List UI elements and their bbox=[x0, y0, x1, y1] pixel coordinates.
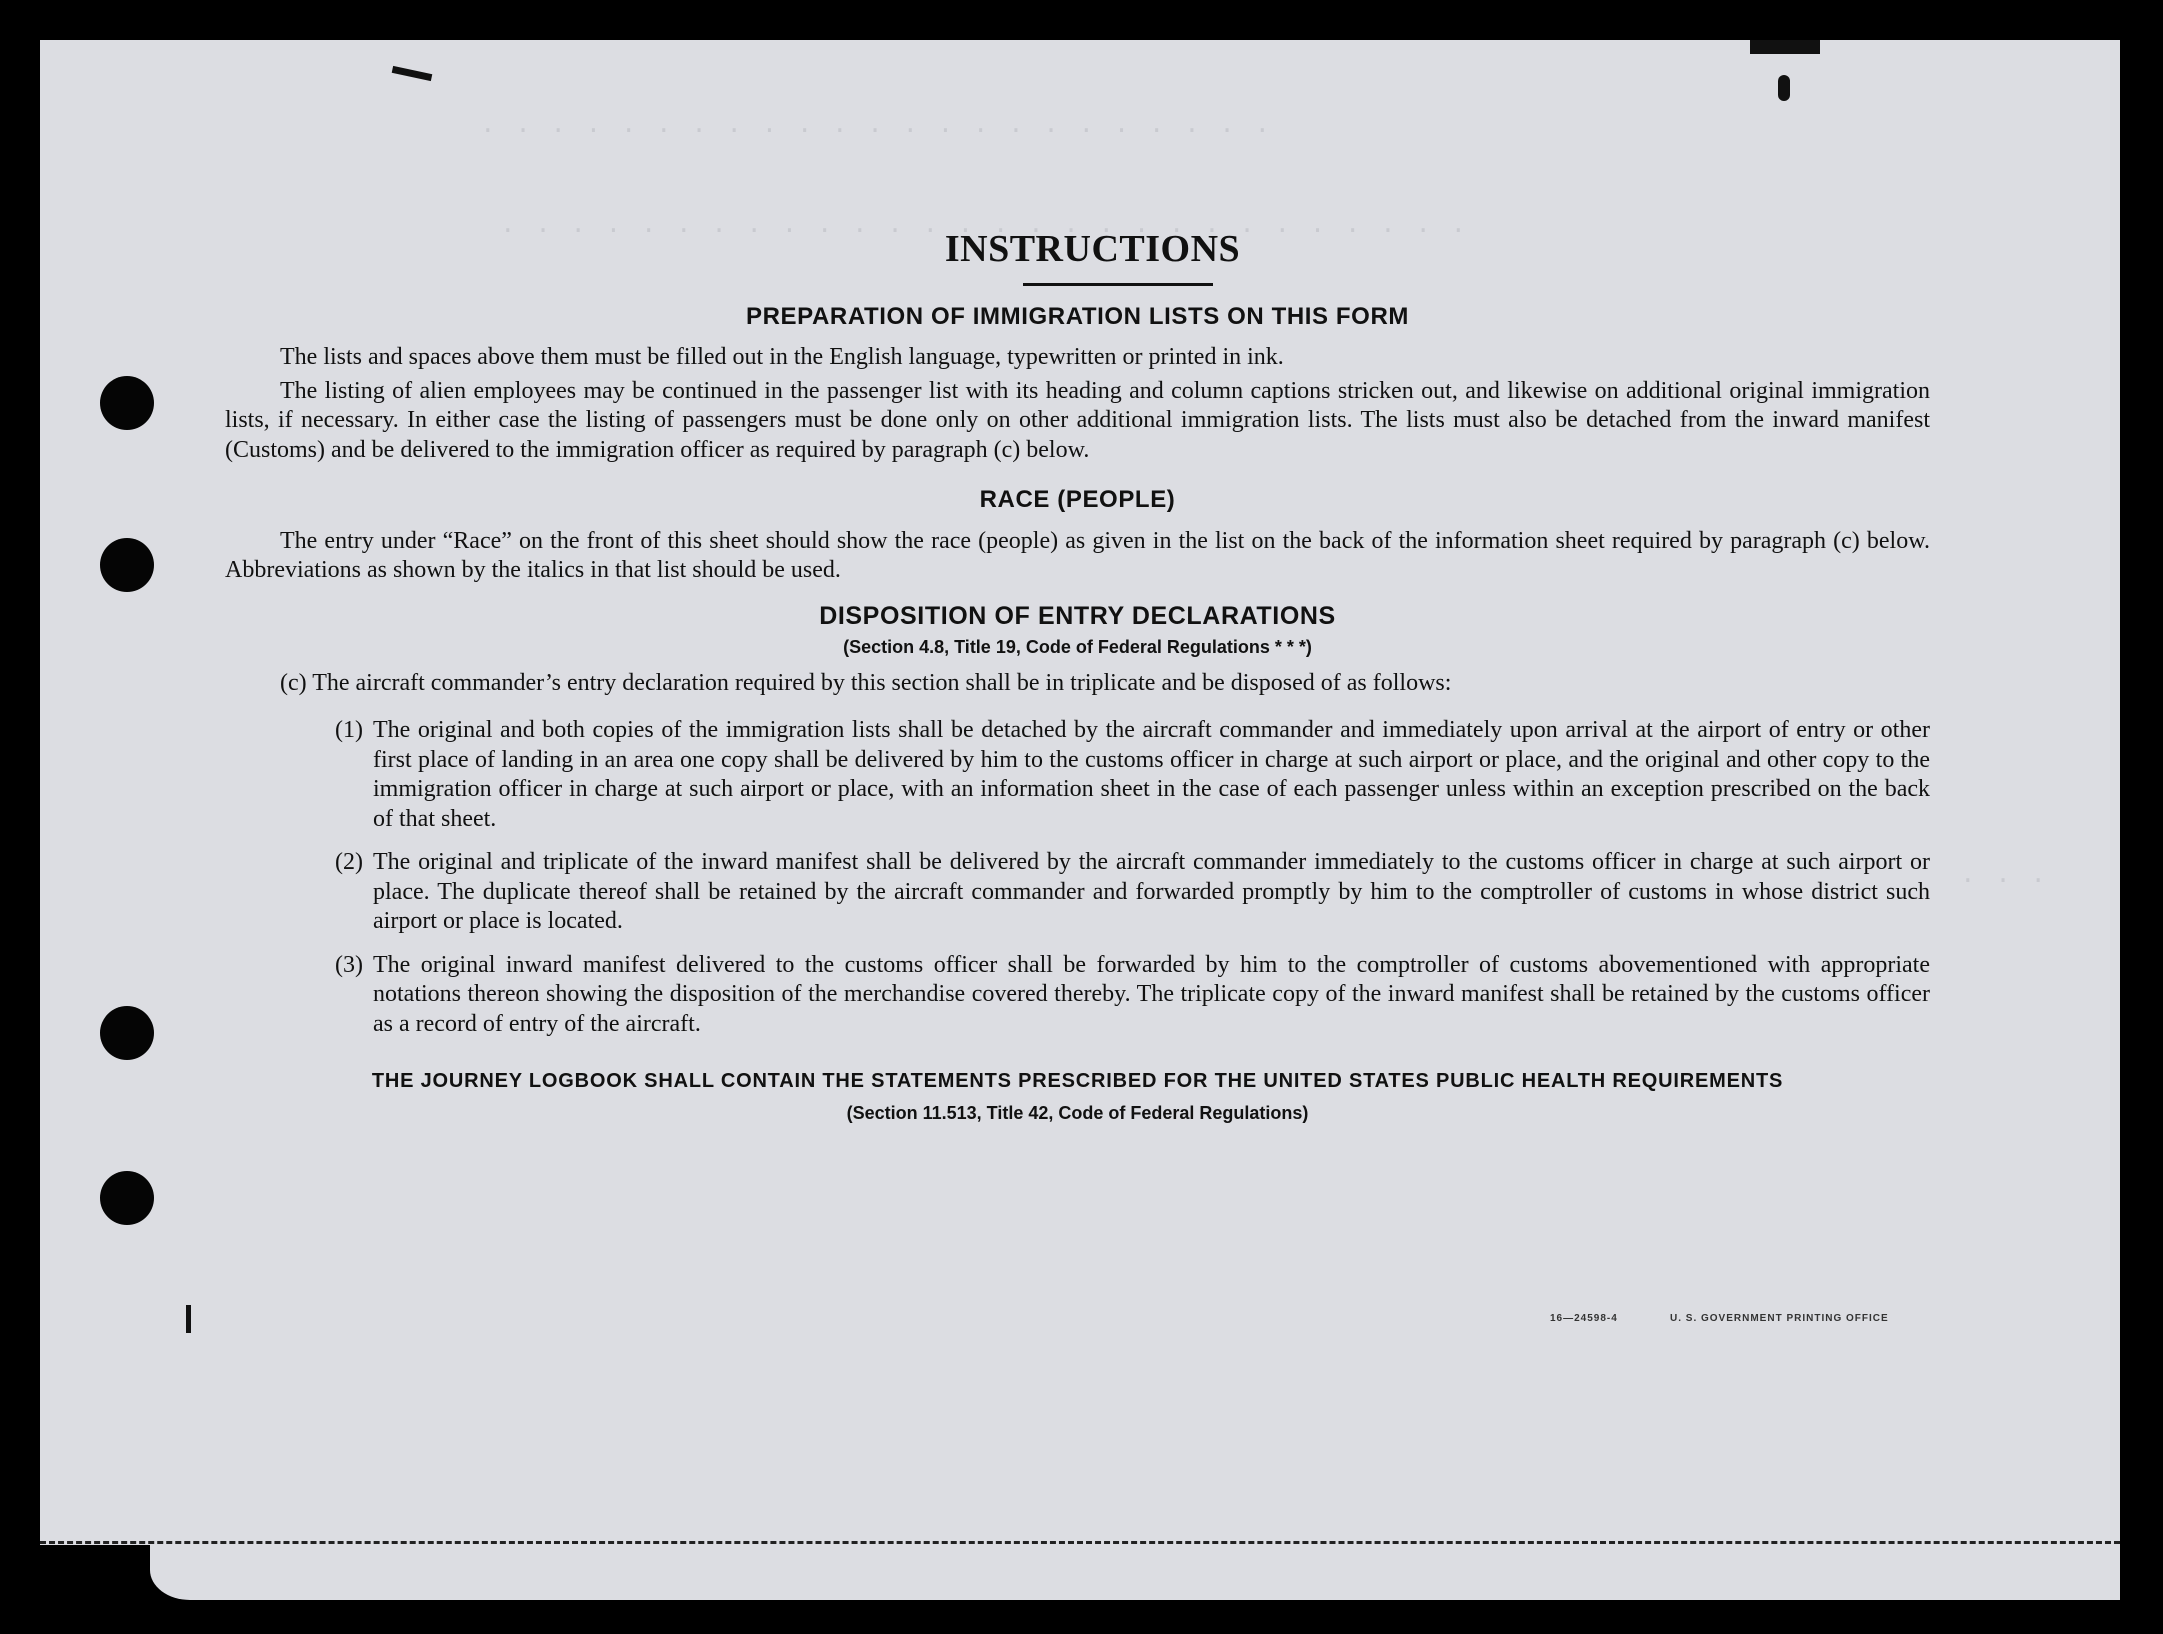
preparation-paragraph-1: The lists and spaces above them must be filled out in the English language, typewritten or printed in ink. bbox=[280, 344, 1284, 370]
torn-paper-strip bbox=[150, 1545, 2120, 1600]
title-underline bbox=[1023, 283, 1213, 286]
bleed-through-text: . . . bbox=[1960, 860, 2049, 890]
ink-mark bbox=[1778, 75, 1790, 101]
disposition-citation: (Section 4.8, Title 19, Code of Federal Regulations * * *) bbox=[843, 637, 1312, 657]
printing-office-imprint: U. S. GOVERNMENT PRINTING OFFICE bbox=[1670, 1313, 1889, 1324]
intro-text: The aircraft commander’s entry declaration required by this section shall be in triplicate and be disposed of as follows: bbox=[312, 669, 1452, 696]
perforation-line bbox=[40, 1541, 2120, 1544]
page-title: INSTRUCTIONS bbox=[944, 228, 1241, 270]
bleed-through-text: . . . . . . . . . . . . . . . . . . . . . . . . . . . . bbox=[500, 210, 1469, 240]
item-text: The original and triplicate of the inward manifest shall be delivered by the aircraft commander immediately to the customs officer in charge at such airport or place. The duplicate thereof shall be retained by the aircraft commander and forwarded promptly by him to the comptroller of customs in whose district such airport or place is located. bbox=[373, 849, 1930, 934]
form-print-code: 16—24598-4 bbox=[1550, 1313, 1618, 1324]
item-number: (2) bbox=[335, 849, 363, 875]
section-heading-race: RACE (PEOPLE) bbox=[979, 486, 1176, 513]
item-text: The original inward manifest delivered to the customs officer shall be forwarded by him to the comptroller of customs abovementioned with appropriate notations thereon showing the disposition of the merchandise covered thereby. The triplicate copy of the inward manifest shall be retained by the customs officer as a record of entry of the aircraft. bbox=[373, 951, 1930, 1037]
disposition-item bbox=[225, 716, 1930, 834]
punch-hole bbox=[100, 1006, 154, 1060]
disposition-intro bbox=[225, 669, 1930, 699]
punch-hole bbox=[100, 538, 154, 592]
disposition-item bbox=[225, 848, 1930, 937]
health-requirements-citation: (Section 11.513, Title 42, Code of Federal Regulations) bbox=[846, 1102, 1309, 1123]
section-heading-disposition: DISPOSITION OF ENTRY DECLARATIONS bbox=[819, 601, 1336, 630]
item-number: (1) bbox=[335, 717, 363, 743]
section-heading-preparation: PREPARATION OF IMMIGRATION LISTS ON THIS FORM bbox=[746, 302, 1409, 330]
bleed-through-text: . . . . . . . . . . . . . . . . . . . . . . . bbox=[480, 110, 1273, 140]
punch-hole bbox=[100, 1171, 154, 1225]
item-number: (3) bbox=[335, 951, 363, 978]
preparation-paragraph-2: The listing of alien employees may be continued in the passenger list with its heading and column captions stricken out, and likewise on additional original immigration lists, if necessary. In either case the listing of passengers must be done only on other additional immigration lists. The lists must also be detached from the inward manifest (Customs) and be delivered to the immigration officer as required by paragraph (c) below. bbox=[225, 377, 1930, 463]
health-requirements-statement: THE JOURNEY LOGBOOK SHALL CONTAIN THE STATEMENTS PRESCRIBED FOR THE UNITED STATES PUBLIC HEALTH REQUIREMENTS bbox=[371, 1070, 1784, 1092]
item-text: The original and both copies of the immigration lists shall be detached by the aircraft commander and immediately upon arrival at the airport of entry or other first place of landing in an area one copy shall be delivered by him to the customs officer in charge at such airport or place, and the original and other copy to the immigration officer in charge at such airport or place, with an information sheet in the case of each passenger unless within an exception prescribed on the back of that sheet. bbox=[373, 717, 1930, 832]
disposition-item bbox=[225, 951, 1930, 1040]
intro-label: (c) bbox=[280, 669, 307, 696]
race-paragraph: The entry under “Race” on the front of this sheet should show the race (people) as given in the list on the back of the information sheet required by paragraph (c) below. Abbreviations as shown by the italics in that list should be used. bbox=[225, 527, 1930, 583]
ink-mark bbox=[186, 1305, 191, 1333]
ink-mark bbox=[1750, 40, 1820, 54]
punch-hole bbox=[100, 376, 154, 430]
instructions-content bbox=[225, 228, 1930, 1128]
